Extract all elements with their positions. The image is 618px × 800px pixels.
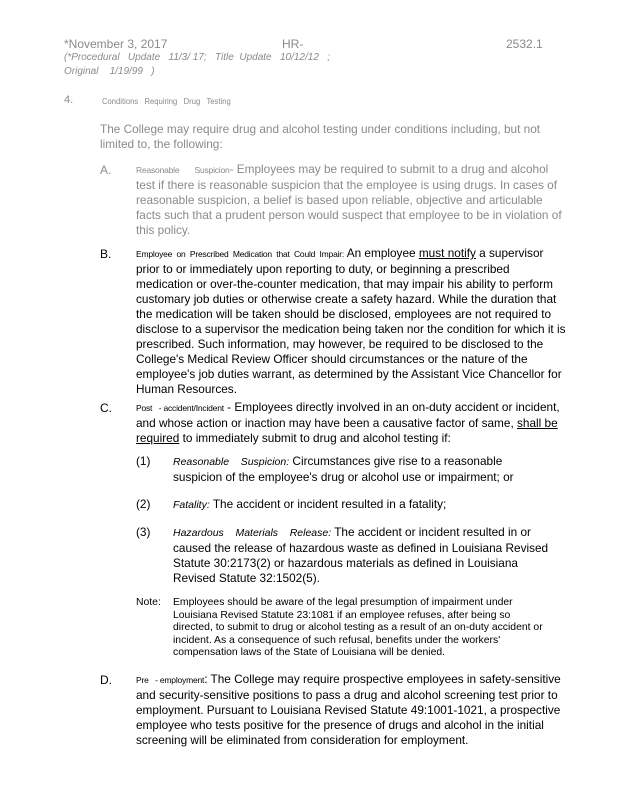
header-hr: HR-	[282, 37, 304, 51]
sub-1-number: (1)	[136, 454, 151, 468]
item-c-letter: C.	[100, 401, 112, 415]
sub-2-text: The accident or incident resulted in a fatality;	[209, 497, 447, 511]
header-date: *November 3, 2017	[64, 37, 168, 51]
sub-3-label: Hazardous Materials Release:	[173, 527, 332, 539]
item-a-letter: A.	[100, 163, 112, 177]
sub-1-text: Circumstances give rise to a reasonable suspicion of the employee's drug or alcohol use or impairment; or	[173, 454, 514, 484]
sub-1-label: Reasonable Suspicion:	[173, 456, 290, 468]
item-c-label: Post - accident/Incident	[136, 403, 224, 413]
policy-number: 2532.1	[506, 37, 543, 51]
note-text: Employees should be aware of the legal presumption of impairment under Louisiana Revised Statute 23:1081 if an employee refuses, after being so directed, to submit to drug or alcohol testing as a result of an on-duty accident or incident. As a consequence of such refusal, benefits under the workers' compensation laws of the State of Louisiana will be denied.	[173, 597, 543, 659]
item-c-text-pre: - Employees directly involved in an on-duty accident or incident, and whose action or inaction may have been a causative factor of same,	[136, 400, 560, 430]
section-title: Conditions Requiring Drug Testing	[102, 96, 231, 106]
sub-2-paragraph	[173, 497, 553, 513]
sub-3-text: The accident or incident resulted in or caused the release of hazardous waste as defined in Louisiana Revised Statute 30:2173(2) or hazardous materials as defined in Louisiana Revised Statute 32:1502(5).	[173, 525, 549, 585]
sub-1-paragraph	[173, 454, 553, 485]
item-b-text-pre: An employee	[344, 246, 419, 260]
section-number: 4.	[64, 94, 74, 106]
item-c-paragraph	[136, 400, 566, 446]
item-d-paragraph	[136, 672, 566, 748]
sub-2-number: (2)	[136, 497, 151, 511]
item-d-text: : The College may require prospective employees in safety-sensitive and security-sensitive positions to pass a drug and alcohol screening test prior to employment. Pursuant to Louisiana Revised Statute 49:1001-1021, a prospective employee who tests positive for the presence of drugs and alcohol in the initial screening will be eliminated from consideration for employment.	[136, 672, 561, 747]
sub-2-label: Fatality:	[173, 499, 210, 511]
item-c-shall-be-required: shall be required	[136, 416, 558, 445]
item-c-text-post: to immediately submit to drug and alcohol testing if:	[179, 431, 451, 445]
item-a-paragraph	[136, 162, 566, 238]
item-d-letter: D.	[100, 673, 112, 687]
sub-3-number: (3)	[136, 525, 151, 539]
item-d-label: Pre - employment	[136, 675, 205, 685]
item-b-must-notify: must notify	[418, 246, 476, 260]
item-b-label: Employee on Prescribed Medication that Could Impair:	[136, 249, 345, 259]
original-line: Original 1/19/99 )	[64, 66, 155, 77]
section-intro: The College may require drug and alcohol testing under conditions including, but not limited to, the following:	[100, 122, 541, 151]
item-b-text-post: a supervisor prior to or immediately upon reporting to duty, or beginning a prescribed medication or over-the-counter medication, that may impair his ability to perform customary job duties or otherwise create a safety hazard. While the duration that the medication will be taken should be disclosed, employees are not required to disclose to a supervisor the medication being taken nor the condition for which it is prescribed. Such information, may however, be required to be disclosed to the College's Medical Review Officer should circumstances or the nature of the employee's job duties warrant, as determined by the Assistant Vice Chancellor for Human Resources.	[136, 246, 566, 396]
revision-line: (*Procedural Update 11/3/ 17; Title Update 10/12/12 ;	[64, 52, 330, 63]
item-b-letter: B.	[100, 247, 112, 261]
item-a-label: Reasonable Suspicion	[136, 165, 230, 175]
item-b-paragraph	[136, 246, 566, 397]
sub-3-paragraph	[173, 525, 553, 586]
item-a-text: - Employees may be required to submit to a drug and alcohol test if there is reasonable suspicion that the employee is using drugs. In cases of reasonable suspicion, a belief is based upon reliable, objective and articulable facts such that a prudent person would suspect that employee to be in violation of this policy.	[136, 162, 562, 237]
note-label: Note:	[136, 597, 161, 608]
